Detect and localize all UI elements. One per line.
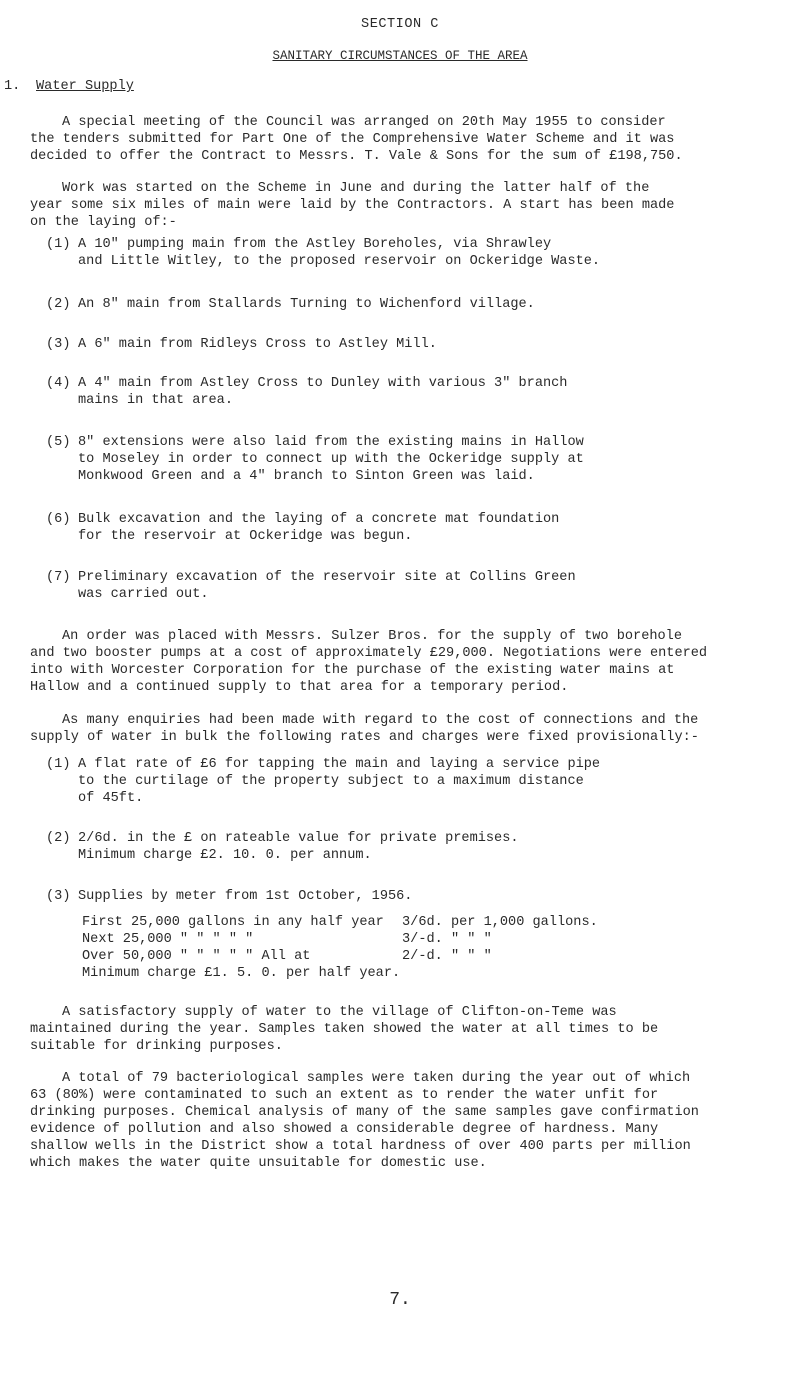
text-line: year some six miles of main were laid by the Contractors. A start has been made (30, 198, 675, 213)
list-item (46, 569, 786, 603)
text-line: Preliminary excavation of the reservoir site at Collins Green (78, 570, 576, 585)
text-line: evidence of pollution and also showed a considerable degree of hardness. Many (30, 1122, 659, 1137)
text-line: was carried out. (78, 587, 209, 602)
heading-water-supply (4, 78, 134, 95)
text-line: An order was placed with Messrs. Sulzer Bros. for the supply of two borehole (62, 629, 682, 644)
table-cell: Next 25,000 " " " " " (82, 932, 254, 947)
text-line: Minimum charge £2. 10. 0. per annum. (78, 848, 372, 863)
list-item (46, 296, 786, 313)
table-cell: Over 50,000 " " " " " All at (82, 949, 311, 964)
meter-charges-table (82, 914, 782, 982)
list-item (46, 888, 786, 905)
text-line: 63 (80%) were contaminated to such an extent as to render the water unfit for (30, 1088, 659, 1103)
text-line: drinking purposes. Chemical analysis of many of the same samples gave confirmation (30, 1105, 699, 1120)
text-line: for the reservoir at Ockeridge was begun. (78, 529, 413, 544)
paragraph-work-started (30, 180, 790, 231)
paragraph-clifton (30, 1004, 790, 1055)
text-line: and two booster pumps at a cost of approximately £29,000. Negotiations were entered (30, 646, 708, 661)
table-row (82, 931, 782, 948)
table-row (82, 914, 782, 931)
text-line: A special meeting of the Council was arranged on 20th May 1955 to consider (62, 115, 666, 130)
list-item (46, 336, 786, 353)
text-line: the tenders submitted for Part One of the Comprehensive Water Scheme and it was (30, 132, 675, 147)
page-number: 7. (389, 1290, 411, 1310)
text-line: which makes the water quite unsuitable for domestic use. (30, 1156, 487, 1171)
item-number: (5) (46, 435, 71, 450)
text-line: A 4" main from Astley Cross to Dunley with various 3" branch (78, 376, 568, 391)
paragraph-rates-intro (30, 712, 790, 746)
text-line: A total of 79 bacteriological samples were taken during the year out of which (62, 1071, 691, 1086)
item-number: (2) (46, 831, 71, 846)
item-number: (2) (46, 297, 71, 312)
text-line: A 10" pumping main from the Astley Boreholes, via Shrawley (78, 237, 552, 252)
list-item (46, 830, 786, 864)
text-line: Monkwood Green and a 4" branch to Sinton Green was laid. (78, 469, 535, 484)
text-line: Supplies by meter from 1st October, 1956. (78, 889, 413, 904)
text-line: of 45ft. (78, 791, 144, 806)
minimum-charge: Minimum charge £1. 5. 0. per half year. (82, 966, 401, 981)
section-label: SECTION C (361, 17, 439, 32)
text-line: Hallow and a continued supply to that area for a temporary period. (30, 680, 569, 695)
table-row (82, 948, 782, 965)
list-item (46, 434, 786, 485)
item-number: (1) (46, 237, 71, 252)
text-line: mains in that area. (78, 393, 233, 408)
paragraph-meeting (30, 114, 790, 165)
list-item (46, 756, 786, 807)
item-number: (4) (46, 376, 71, 391)
text-line: Work was started on the Scheme in June and during the latter half of the (62, 181, 650, 196)
text-line: suitable for drinking purposes. (30, 1039, 283, 1054)
text-line: As many enquiries had been made with regard to the cost of connections and the (62, 713, 699, 728)
text-line: on the laying of:- (30, 215, 177, 230)
table-cell: 3/6d. per 1,000 gallons. (402, 915, 598, 930)
text-line: An 8" main from Stallards Turning to Wichenford village. (78, 297, 535, 312)
item-number: (7) (46, 570, 71, 585)
text-line: A satisfactory supply of water to the village of Clifton-on-Teme was (62, 1005, 617, 1020)
item-number: (3) (46, 889, 71, 904)
section-title: SANITARY CIRCUMSTANCES OF THE AREA (272, 49, 528, 63)
paragraph-samples (30, 1070, 790, 1172)
list-item (46, 375, 786, 409)
text-line: supply of water in bulk the following rates and charges were fixed provisionally:- (30, 730, 699, 745)
table-cell: 2/-d. " " " (402, 949, 492, 964)
paragraph-order (30, 628, 790, 696)
table-cell: First 25,000 gallons in any half year (82, 915, 384, 930)
text-line: into with Worcester Corporation for the purchase of the existing water mains at (30, 663, 675, 678)
text-line: 2/6d. in the £ on rateable value for private premises. (78, 831, 519, 846)
item-number: (6) (46, 512, 71, 527)
text-line: maintained during the year. Samples taken showed the water at all times to be (30, 1022, 659, 1037)
table-cell: 3/-d. " " " (402, 932, 492, 947)
text-line: shallow wells in the District show a total hardness of over 400 parts per million (30, 1139, 691, 1154)
heading-title: Water Supply (36, 79, 134, 94)
item-number: (3) (46, 337, 71, 352)
text-line: to Moseley in order to connect up with the Ockeridge supply at (78, 452, 584, 467)
text-line: and Little Witley, to the proposed reservoir on Ockeridge Waste. (78, 254, 601, 269)
text-line: Bulk excavation and the laying of a concrete mat foundation (78, 512, 560, 527)
list-item (46, 511, 786, 545)
text-line: decided to offer the Contract to Messrs. T. Vale & Sons for the sum of £198,750. (30, 149, 683, 164)
list-item (46, 236, 786, 270)
text-line: A 6" main from Ridleys Cross to Astley Mill. (78, 337, 437, 352)
text-line: to the curtilage of the property subject to a maximum distance (78, 774, 584, 789)
heading-number: 1. (4, 79, 21, 94)
item-number: (1) (46, 757, 71, 772)
text-line: 8" extensions were also laid from the existing mains in Hallow (78, 435, 584, 450)
text-line: A flat rate of £6 for tapping the main and laying a service pipe (78, 757, 601, 772)
